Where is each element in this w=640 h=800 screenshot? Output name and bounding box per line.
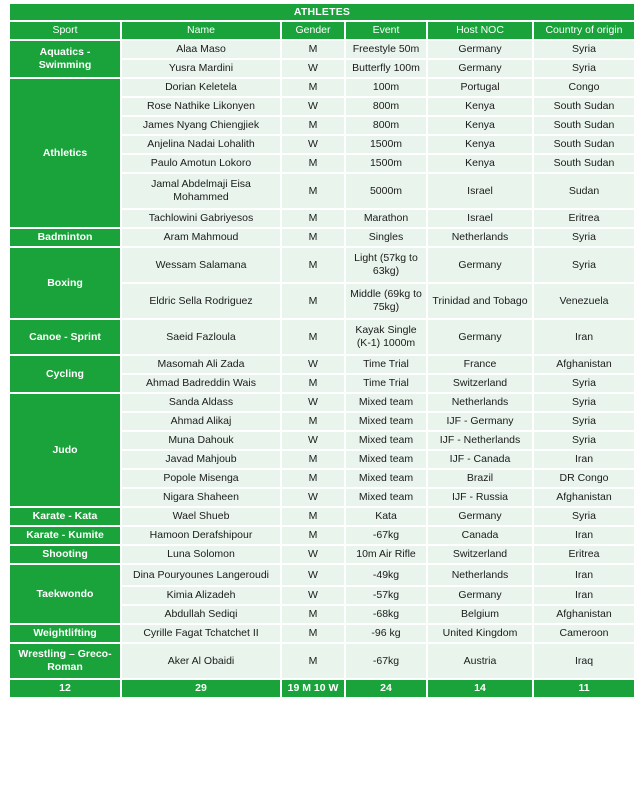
event-cell: 100m	[346, 79, 426, 96]
host-noc-cell: Trinidad and Tobago	[428, 284, 532, 318]
event-cell: Kata	[346, 508, 426, 525]
host-noc-cell: Germany	[428, 248, 532, 282]
gender-cell: W	[282, 394, 344, 411]
host-noc-cell: Belgium	[428, 606, 532, 623]
table-row	[10, 356, 634, 373]
event-cell: -67kg	[346, 527, 426, 544]
sport-cell: Cycling	[10, 356, 120, 392]
name-cell: Wael Shueb	[122, 508, 280, 525]
event-cell: 800m	[346, 98, 426, 115]
table-row	[10, 546, 634, 563]
sport-cell: Badminton	[10, 229, 120, 246]
gender-cell: M	[282, 79, 344, 96]
host-noc-cell: Israel	[428, 210, 532, 227]
gender-cell: M	[282, 375, 344, 392]
gender-cell: M	[282, 174, 344, 208]
total-events: 24	[346, 680, 426, 697]
name-cell: James Nyang Chiengjiek	[122, 117, 280, 134]
total-gender: 19 M 10 W	[282, 680, 344, 697]
total-sports: 12	[10, 680, 120, 697]
gender-cell: W	[282, 356, 344, 373]
host-noc-cell: Kenya	[428, 155, 532, 172]
event-cell: 1500m	[346, 136, 426, 153]
gender-cell: M	[282, 229, 344, 246]
name-cell: Tachlowini Gabriyesos	[122, 210, 280, 227]
name-cell: Rose Nathike Likonyen	[122, 98, 280, 115]
origin-cell: Congo	[534, 79, 634, 96]
table-row	[10, 394, 634, 411]
origin-cell: Iran	[534, 527, 634, 544]
name-cell: Saeid Fazloula	[122, 320, 280, 354]
host-noc-cell: Kenya	[428, 117, 532, 134]
host-noc-cell: Germany	[428, 508, 532, 525]
table-row	[10, 508, 634, 525]
origin-cell: Iran	[534, 565, 634, 585]
sport-cell: Karate - Kata	[10, 508, 120, 525]
name-cell: Sanda Aldass	[122, 394, 280, 411]
name-cell: Alaa Maso	[122, 41, 280, 58]
host-noc-cell: Switzerland	[428, 375, 532, 392]
gender-cell: W	[282, 136, 344, 153]
host-noc-cell: IJF - Russia	[428, 489, 532, 506]
host-noc-cell: Kenya	[428, 98, 532, 115]
gender-cell: W	[282, 587, 344, 604]
origin-cell: Iran	[534, 320, 634, 354]
table-row	[10, 320, 634, 354]
origin-cell: Iran	[534, 451, 634, 468]
sport-cell: Karate - Kumite	[10, 527, 120, 544]
origin-cell: South Sudan	[534, 98, 634, 115]
event-cell: Marathon	[346, 210, 426, 227]
event-cell: Mixed team	[346, 413, 426, 430]
table-row	[10, 41, 634, 58]
origin-cell: Iraq	[534, 644, 634, 678]
origin-cell: Eritrea	[534, 546, 634, 563]
name-cell: Luna Solomon	[122, 546, 280, 563]
gender-cell: W	[282, 489, 344, 506]
gender-cell: M	[282, 117, 344, 134]
gender-cell: M	[282, 470, 344, 487]
host-noc-cell: Switzerland	[428, 546, 532, 563]
host-noc-cell: Netherlands	[428, 565, 532, 585]
host-noc-cell: Israel	[428, 174, 532, 208]
total-origin: 11	[534, 680, 634, 697]
event-cell: 1500m	[346, 155, 426, 172]
name-cell: Abdullah Sediqi	[122, 606, 280, 623]
origin-cell: Afghanistan	[534, 356, 634, 373]
table-row	[10, 229, 634, 246]
event-cell: Mixed team	[346, 489, 426, 506]
event-cell: Mixed team	[346, 451, 426, 468]
name-cell: Muna Dahouk	[122, 432, 280, 449]
name-cell: Masomah Ali Zada	[122, 356, 280, 373]
host-noc-cell: Netherlands	[428, 229, 532, 246]
event-cell: Kayak Single (K-1) 1000m	[346, 320, 426, 354]
origin-cell: Iran	[534, 587, 634, 604]
table-row	[10, 79, 634, 96]
event-cell: Freestyle 50m	[346, 41, 426, 58]
origin-cell: Syria	[534, 394, 634, 411]
event-cell: -68kg	[346, 606, 426, 623]
name-cell: Wessam Salamana	[122, 248, 280, 282]
event-cell: -96 kg	[346, 625, 426, 642]
sport-cell: Judo	[10, 394, 120, 506]
host-noc-cell: Canada	[428, 527, 532, 544]
sport-cell: Athletics	[10, 79, 120, 227]
gender-cell: M	[282, 210, 344, 227]
gender-cell: W	[282, 565, 344, 585]
origin-cell: South Sudan	[534, 136, 634, 153]
name-cell: Dina Pouryounes Langeroudi	[122, 565, 280, 585]
gender-cell: M	[282, 508, 344, 525]
header-country-of-origin: Country of origin	[534, 22, 634, 39]
host-noc-cell: IJF - Germany	[428, 413, 532, 430]
gender-cell: M	[282, 451, 344, 468]
name-cell: Kimia Alizadeh	[122, 587, 280, 604]
event-cell: Mixed team	[346, 394, 426, 411]
table-row	[10, 625, 634, 642]
host-noc-cell: IJF - Netherlands	[428, 432, 532, 449]
host-noc-cell: Germany	[428, 41, 532, 58]
event-cell: Time Trial	[346, 356, 426, 373]
name-cell: Paulo Amotun Lokoro	[122, 155, 280, 172]
origin-cell: Venezuela	[534, 284, 634, 318]
gender-cell: M	[282, 248, 344, 282]
event-cell: Mixed team	[346, 432, 426, 449]
event-cell: 5000m	[346, 174, 426, 208]
host-noc-cell: Netherlands	[428, 394, 532, 411]
header-row	[10, 22, 634, 39]
gender-cell: M	[282, 625, 344, 642]
name-cell: Aram Mahmoud	[122, 229, 280, 246]
name-cell: Javad Mahjoub	[122, 451, 280, 468]
name-cell: Aker Al Obaidi	[122, 644, 280, 678]
name-cell: Hamoon Derafshipour	[122, 527, 280, 544]
name-cell: Nigara Shaheen	[122, 489, 280, 506]
sport-cell: Weightlifting	[10, 625, 120, 642]
origin-cell: Syria	[534, 60, 634, 77]
athletes-table-container	[8, 2, 632, 699]
origin-cell: Afghanistan	[534, 606, 634, 623]
event-cell: -49kg	[346, 565, 426, 585]
event-cell: Light (57kg to 63kg)	[346, 248, 426, 282]
host-noc-cell: Germany	[428, 320, 532, 354]
origin-cell: DR Congo	[534, 470, 634, 487]
host-noc-cell: IJF - Canada	[428, 451, 532, 468]
table-body	[10, 41, 634, 678]
gender-cell: M	[282, 284, 344, 318]
origin-cell: Syria	[534, 508, 634, 525]
gender-cell: W	[282, 432, 344, 449]
gender-cell: W	[282, 60, 344, 77]
name-cell: Cyrille Fagat Tchatchet II	[122, 625, 280, 642]
gender-cell: M	[282, 413, 344, 430]
gender-cell: M	[282, 606, 344, 623]
origin-cell: Syria	[534, 432, 634, 449]
name-cell: Jamal Abdelmaji Eisa Mohammed	[122, 174, 280, 208]
table-row	[10, 644, 634, 678]
totals-row	[10, 680, 634, 697]
event-cell: Time Trial	[346, 375, 426, 392]
event-cell: -67kg	[346, 644, 426, 678]
total-host-noc: 14	[428, 680, 532, 697]
header-name: Name	[122, 22, 280, 39]
header-sport: Sport	[10, 22, 120, 39]
origin-cell: Afghanistan	[534, 489, 634, 506]
origin-cell: Syria	[534, 41, 634, 58]
name-cell: Anjelina Nadai Lohalith	[122, 136, 280, 153]
host-noc-cell: Brazil	[428, 470, 532, 487]
athletes-table	[8, 2, 636, 699]
table-row	[10, 527, 634, 544]
name-cell: Popole Misenga	[122, 470, 280, 487]
event-cell: Middle (69kg to 75kg)	[346, 284, 426, 318]
event-cell: Singles	[346, 229, 426, 246]
gender-cell: W	[282, 98, 344, 115]
gender-cell: M	[282, 644, 344, 678]
gender-cell: W	[282, 546, 344, 563]
table-title: ATHLETES	[10, 4, 634, 20]
origin-cell: Eritrea	[534, 210, 634, 227]
host-noc-cell: France	[428, 356, 532, 373]
event-cell: Butterfly 100m	[346, 60, 426, 77]
origin-cell: Cameroon	[534, 625, 634, 642]
gender-cell: M	[282, 41, 344, 58]
name-cell: Ahmad Alikaj	[122, 413, 280, 430]
origin-cell: South Sudan	[534, 155, 634, 172]
host-noc-cell: Germany	[428, 60, 532, 77]
gender-cell: M	[282, 527, 344, 544]
name-cell: Dorian Keletela	[122, 79, 280, 96]
header-host-noc: Host NOC	[428, 22, 532, 39]
gender-cell: M	[282, 155, 344, 172]
sport-cell: Boxing	[10, 248, 120, 318]
sport-cell: Aquatics - Swimming	[10, 41, 120, 77]
table-row	[10, 248, 634, 282]
name-cell: Eldric Sella Rodriguez	[122, 284, 280, 318]
header-gender: Gender	[282, 22, 344, 39]
name-cell: Ahmad Badreddin Wais	[122, 375, 280, 392]
origin-cell: Syria	[534, 229, 634, 246]
host-noc-cell: Austria	[428, 644, 532, 678]
sport-cell: Shooting	[10, 546, 120, 563]
origin-cell: Syria	[534, 248, 634, 282]
sport-cell: Taekwondo	[10, 565, 120, 623]
origin-cell: Syria	[534, 413, 634, 430]
sport-cell: Wrestling – Greco-Roman	[10, 644, 120, 678]
event-cell: 10m Air Rifle	[346, 546, 426, 563]
event-cell: -57kg	[346, 587, 426, 604]
origin-cell: Sudan	[534, 174, 634, 208]
host-noc-cell: Kenya	[428, 136, 532, 153]
sport-cell: Canoe - Sprint	[10, 320, 120, 354]
table-row	[10, 565, 634, 585]
host-noc-cell: Germany	[428, 587, 532, 604]
name-cell: Yusra Mardini	[122, 60, 280, 77]
total-names: 29	[122, 680, 280, 697]
host-noc-cell: Portugal	[428, 79, 532, 96]
host-noc-cell: United Kingdom	[428, 625, 532, 642]
origin-cell: Syria	[534, 375, 634, 392]
event-cell: Mixed team	[346, 470, 426, 487]
event-cell: 800m	[346, 117, 426, 134]
header-event: Event	[346, 22, 426, 39]
gender-cell: M	[282, 320, 344, 354]
origin-cell: South Sudan	[534, 117, 634, 134]
